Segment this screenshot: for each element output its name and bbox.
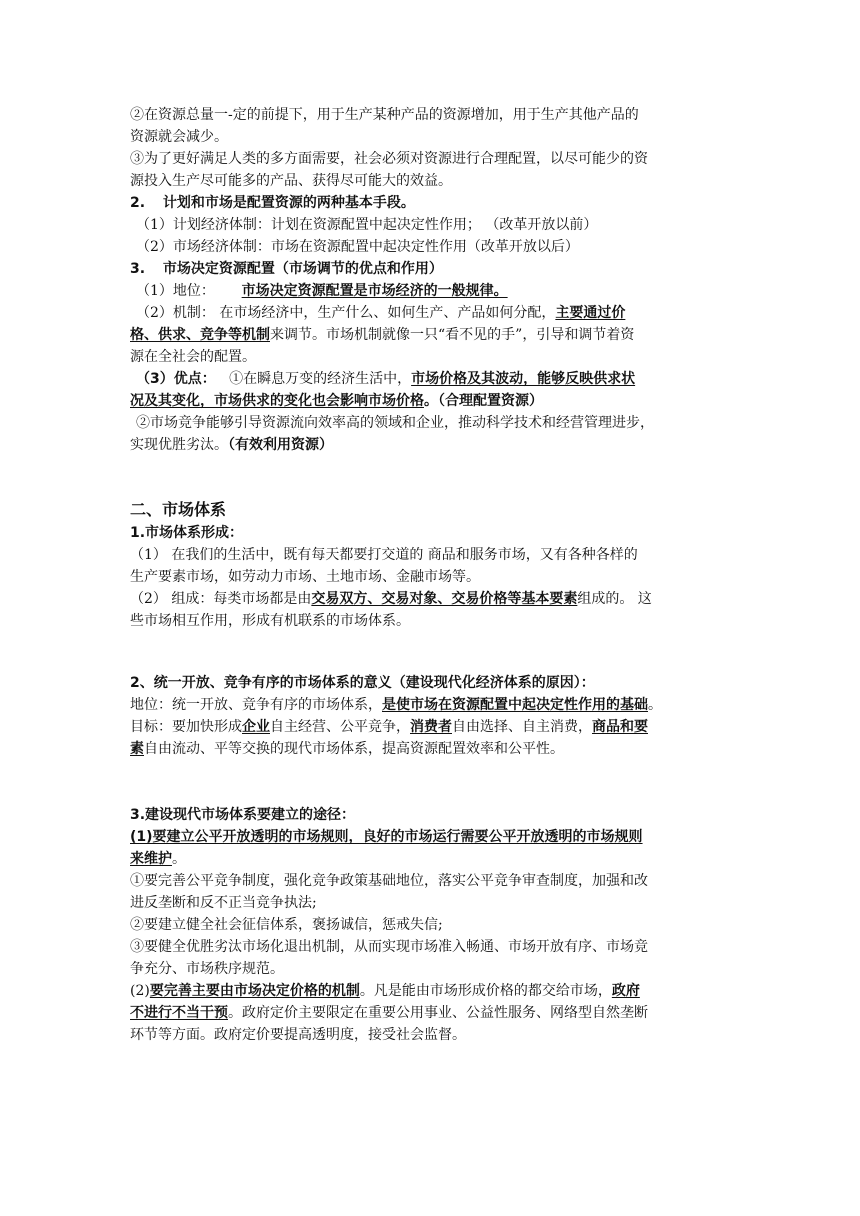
paragraph-line: 环节等方面。政府定价要提高透明度，接受社会监督。 — [130, 1027, 466, 1043]
mechanism-text: 来调节。市场机制就像一只“看不见的手”，引导和调节着资 — [270, 327, 635, 343]
goal-emphasis: 商品和要 — [592, 719, 648, 735]
advantage-note: （有效利用资源） — [228, 437, 333, 453]
advantage-text: 实现优胜劣汰。 — [130, 437, 228, 453]
advantage-text: ①在瞬息万变的经济生活中， — [229, 371, 412, 387]
section-title: 二、市场体系 — [130, 500, 227, 519]
item-number: 2. — [130, 195, 146, 211]
item-heading: 计划和市场是配置资源的两种基本手段。 — [162, 195, 415, 211]
significance-text: 。 — [648, 697, 662, 713]
approach-emphasis: 要完善主要由市场决定价格的机制 — [149, 983, 360, 999]
paragraph-line: ③为了更好满足人类的多方面需要，社会必须对资源进行合理配置，以尽可能少的资 — [130, 151, 648, 167]
significance-emphasis: 是使市场在资源配置中起决定性作用的基础 — [382, 697, 648, 713]
mechanism-text: （2）机制： 在市场经济中，生产什么、如何生产、产品如何分配， — [136, 305, 556, 321]
paragraph-line — [130, 694, 740, 716]
paragraph-line: ②在资源总量一-定的前提下，用于生产某种产品的资源增加，用于生产其他产品的 — [130, 107, 639, 123]
list-subitem: （2）市场经济体制：市场在资源配置中起决定性作用（改革开放以后） — [136, 239, 579, 255]
advantage-line — [130, 434, 740, 456]
paragraph-line: 些市场相互作用，形成有机联系的市场体系。 — [130, 613, 410, 629]
paragraph-line: 生产要素市场，如劳动力市场、土地市场、金融市场等。 — [130, 569, 480, 585]
advantage-emphasis: 况及其变化，市场供求的变化也会影响市场价格 — [130, 393, 424, 409]
paragraph-line: 进反垄断和反不正当竞争执法; — [130, 895, 317, 911]
paragraph-line: ③要健全优胜劣汰市场化退出机制，从而实现市场准入畅通、市场开放有序、市场竞 — [130, 939, 648, 955]
paragraph-line — [130, 588, 740, 610]
approach-heading — [130, 848, 740, 870]
goal-text: 自主经营、公平竞争， — [270, 719, 410, 735]
subsection-title: 3.建设现代市场体系要建立的途径： — [130, 807, 356, 823]
goal-text: 自由选择、自主消费， — [452, 719, 592, 735]
advantage-line — [130, 390, 740, 412]
goal-text: 自由流动、平等交换的现代市场体系，提高资源配置效率和公平性。 — [144, 741, 564, 757]
advantage-emphasis: 市场价格及其波动，能够反映供求状 — [411, 371, 636, 387]
goal-emphasis: 企业 — [242, 719, 270, 735]
composition-emphasis: 交易双方、交易对象、交易价格等基本要素 — [311, 591, 578, 607]
goal-text: 目标：要加快形成 — [130, 719, 242, 735]
approach-emphasis: 政府 — [611, 983, 640, 999]
paragraph-line: 争充分、市场秩序规范。 — [130, 961, 284, 977]
paragraph-line — [130, 738, 740, 760]
item-number: 3. — [130, 261, 146, 277]
advantage-label: （3）优点： — [136, 371, 216, 387]
significance-text: 地位：统一开放、竞争有序的市场体系， — [130, 697, 382, 713]
paragraph-line — [130, 980, 740, 1002]
approach-text: 。政府定价主要限定在重要公用事业、公益性服务、网络型自然垄断 — [228, 1005, 648, 1021]
mechanism-line — [130, 302, 740, 324]
approach-text: 。 — [172, 851, 186, 867]
paragraph-line — [130, 716, 740, 738]
list-item — [130, 258, 740, 280]
approach-text: (2) — [130, 983, 150, 999]
mechanism-emphasis: 格、供求、竞争等机制 — [130, 327, 270, 343]
composition-text: 组成的。 这 — [577, 591, 652, 607]
subsection-title: 1.市场体系形成： — [130, 525, 244, 541]
paragraph-line: （1） 在我们的生活中，既有每天都要打交道的 商品和服务市场，又有各种各样的 — [130, 547, 638, 563]
goal-emphasis: 消费者 — [410, 719, 452, 735]
list-subitem: （1）计划经济体制：计划在资源配置中起决定性作用； （改革开放以前） — [136, 217, 598, 233]
position-text: 市场决定资源配置是市场经济的一般规律。 — [241, 283, 508, 299]
paragraph-line: ②要建立健全社会征信体系，褒扬诚信，惩戒失信; — [130, 917, 443, 933]
approach-emphasis: 来维护 — [130, 851, 172, 867]
mechanism-emphasis: 主要通过价 — [555, 305, 626, 321]
goal-emphasis: 素 — [130, 741, 144, 757]
mechanism-line — [130, 324, 740, 346]
subsection-title: 2、统一开放、竞争有序的市场体系的意义（建设现代化经济体系的原因）： — [130, 675, 595, 691]
advantage-line — [130, 368, 740, 390]
approach-heading: (1)要建立公平开放透明的市场规则，良好的市场运行需要公平开放透明的市场规则 — [130, 829, 643, 845]
item-heading: 市场决定资源配置（市场调节的优点和作用） — [162, 261, 443, 277]
document-page — [130, 100, 740, 1046]
composition-text: （2） 组成：每类市场都是由 — [130, 591, 312, 607]
list-item — [130, 192, 740, 214]
paragraph-line — [130, 1002, 740, 1024]
approach-emphasis: 不进行不当干预 — [130, 1005, 228, 1021]
position-line — [130, 280, 740, 302]
advantage-line: ②市场竞争能够引导资源流向效率高的领域和企业，推动科学技术和经营管理进步， — [136, 415, 654, 431]
approach-text: 。凡是能由市场形成价格的都交给市场， — [359, 983, 612, 999]
paragraph-line: ①要完善公平竞争制度，强化竞争政策基础地位，落实公平竞争审查制度，加强和改 — [130, 873, 648, 889]
position-label: （1）地位： — [136, 283, 215, 299]
mechanism-line: 源在全社会的配置。 — [130, 349, 256, 365]
advantage-note: 。（合理配置资源） — [424, 393, 543, 409]
paragraph-line: 源投入生产尽可能多的产品、获得尽可能大的效益。 — [130, 173, 452, 189]
paragraph-line: 资源就会减少。 — [130, 129, 228, 145]
